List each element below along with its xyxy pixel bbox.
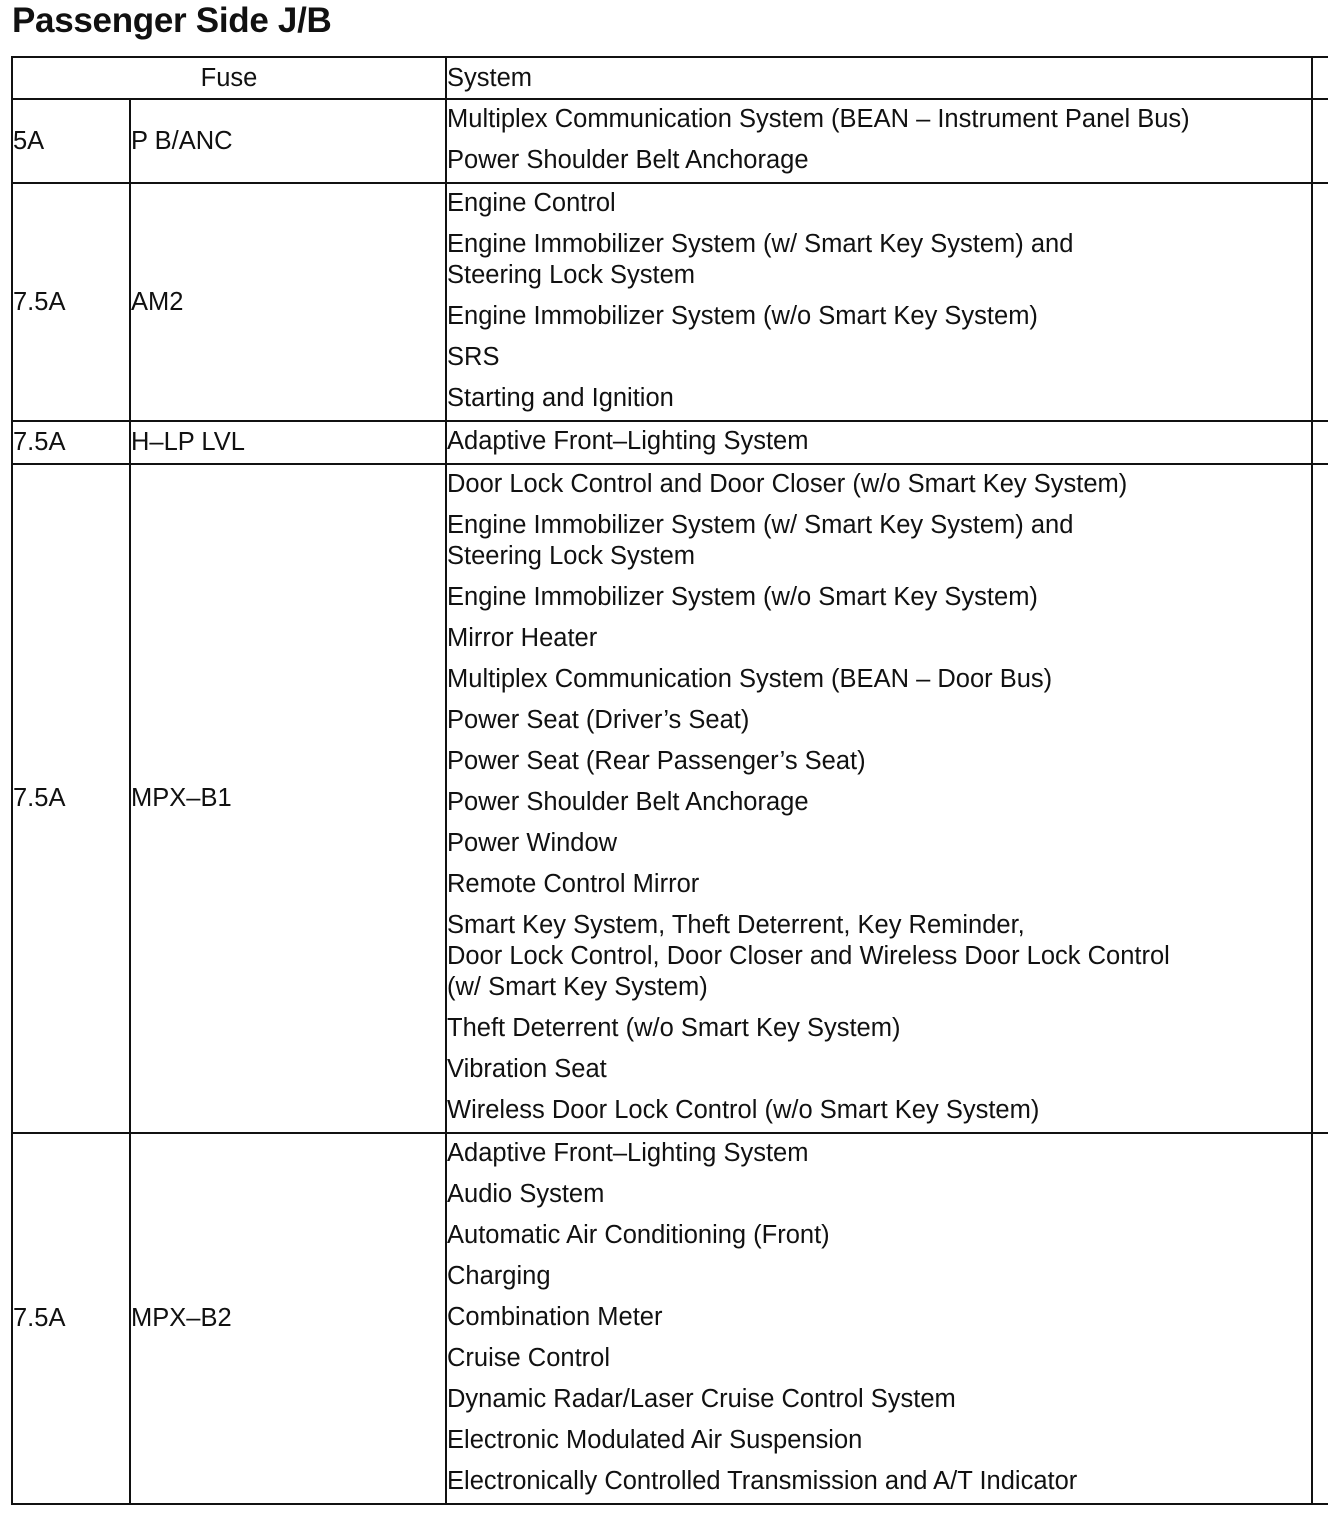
fuse-name: MPX–B1 [130, 464, 446, 1133]
system-item: Engine Immobilizer System (w/ Smart Key System) and Steering Lock System [447, 230, 1074, 289]
system-item: Audio System [447, 1180, 605, 1208]
system-item: Mirror Heater [447, 624, 598, 652]
system-item: Engine Immobilizer System (w/o Smart Key System) [447, 583, 1038, 611]
system-item: Wireless Door Lock Control (w/o Smart Key System) [447, 1096, 1040, 1124]
system-item: Dynamic Radar/Laser Cruise Control System [447, 1385, 956, 1413]
system-item: Combination Meter [447, 1303, 663, 1331]
system-item: Engine Immobilizer System (w/ Smart Key System) and Steering Lock System [447, 511, 1074, 570]
system-item: Multiplex Communication System (BEAN – Door Bus) [447, 665, 1053, 693]
fuse-name: AM2 [130, 183, 446, 421]
system-list [446, 183, 1312, 421]
system-item: Adaptive Front–Lighting System [447, 1139, 809, 1167]
system-item: Smart Key System, Theft Deterrent, Key Reminder, Door Lock Control, Door Closer and Wireless Door Lock Control (w/ Smart Key System) [447, 911, 1170, 1001]
system-item: Starting and Ignition [447, 384, 674, 412]
page-title: Passenger Side J/B [12, 1, 332, 40]
blank-column-header [1312, 57, 1328, 99]
system-list [446, 1133, 1312, 1504]
fuse-table-body [12, 99, 1328, 1504]
blank-cell [1312, 1133, 1328, 1504]
system-item: Multiplex Communication System (BEAN – Instrument Panel Bus) [447, 105, 1190, 133]
system-item: Charging [447, 1262, 551, 1290]
system-item: Power Window [447, 829, 618, 857]
system-item: Power Seat (Rear Passenger’s Seat) [447, 747, 866, 775]
fuse-rating: 5A [12, 99, 130, 183]
system-item: Engine Control [447, 189, 616, 217]
blank-cell [1312, 464, 1328, 1133]
system-item: Adaptive Front–Lighting System [447, 427, 809, 455]
system-item: Engine Immobilizer System (w/o Smart Key System) [447, 302, 1038, 330]
system-item: Power Seat (Driver’s Seat) [447, 706, 750, 734]
fuse-column-header: Fuse [12, 57, 446, 99]
table-row [12, 99, 1328, 183]
table-row [12, 464, 1328, 1133]
system-item: Door Lock Control and Door Closer (w/o Smart Key System) [447, 470, 1128, 498]
system-list [446, 99, 1312, 183]
fuse-name: MPX–B2 [130, 1133, 446, 1504]
system-item: Electronically Controlled Transmission and A/T Indicator [447, 1467, 1078, 1495]
fuse-name: P B/ANC [130, 99, 446, 183]
blank-cell [1312, 99, 1328, 183]
fuse-rating: 7.5A [12, 1133, 130, 1504]
fuse-rating: 7.5A [12, 183, 130, 421]
system-item: Automatic Air Conditioning (Front) [447, 1221, 830, 1249]
system-item: Theft Deterrent (w/o Smart Key System) [447, 1014, 901, 1042]
system-item: Vibration Seat [447, 1055, 607, 1083]
system-item: Remote Control Mirror [447, 870, 700, 898]
system-item: Cruise Control [447, 1344, 610, 1372]
blank-cell [1312, 183, 1328, 421]
system-item: Power Shoulder Belt Anchorage [447, 788, 809, 816]
table-row [12, 421, 1328, 464]
fuse-rating: 7.5A [12, 464, 130, 1133]
system-item: Power Shoulder Belt Anchorage [447, 146, 809, 174]
fuse-table [11, 56, 1328, 1505]
system-item: SRS [447, 343, 500, 371]
system-list [446, 421, 1312, 464]
table-row [12, 1133, 1328, 1504]
blank-cell [1312, 421, 1328, 464]
fuse-name: H–LP LVL [130, 421, 446, 464]
table-row [12, 183, 1328, 421]
system-column-header: System [446, 57, 1312, 99]
system-list [446, 464, 1312, 1133]
table-header-row [12, 57, 1328, 99]
system-item: Electronic Modulated Air Suspension [447, 1426, 863, 1454]
fuse-rating: 7.5A [12, 421, 130, 464]
